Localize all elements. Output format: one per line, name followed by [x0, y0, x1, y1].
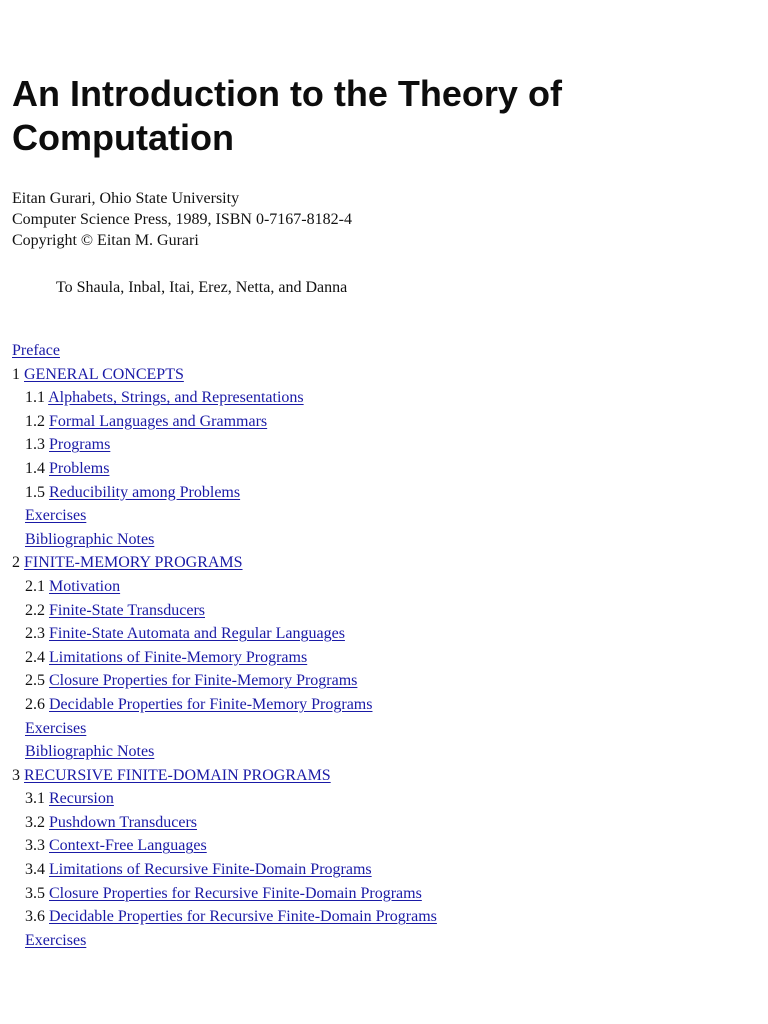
- link-section-1-5[interactable]: Reducibility among Problems: [49, 483, 241, 501]
- link-section-1-4[interactable]: Problems: [49, 459, 110, 477]
- section-number: 2.3: [25, 625, 45, 643]
- toc-row-section-2-4: [12, 646, 752, 670]
- toc-row-section-2-1: [12, 575, 752, 599]
- section-number: 3.4: [25, 861, 45, 879]
- link-section-1-1[interactable]: Alphabets, Strings, and Representations: [48, 389, 304, 407]
- toc-row-section-3-5: [12, 882, 752, 906]
- section-number: 2.1: [25, 577, 45, 595]
- toc-row-section-2-5: [12, 669, 752, 693]
- link-preface[interactable]: Preface: [12, 342, 60, 359]
- toc-row-section-3-3: [12, 834, 752, 858]
- link-section-2-1[interactable]: Motivation: [49, 577, 121, 595]
- section-number: 3.3: [25, 837, 45, 855]
- link-section-2-6[interactable]: Decidable Properties for Finite-Memory Programs: [49, 695, 373, 713]
- section-number: 1.4: [25, 459, 45, 477]
- toc-row-section-3-1: [12, 787, 752, 811]
- toc-row-chapter-3: [12, 764, 752, 788]
- toc-row-notes-1: [12, 528, 752, 552]
- link-section-3-3[interactable]: Context-Free Languages: [49, 837, 207, 855]
- section-number: 1.2: [25, 412, 45, 430]
- toc-row-preface: [12, 339, 752, 363]
- link-bibliographic-notes-1[interactable]: Bibliographic Notes: [25, 530, 155, 548]
- author-line: Eitan Gurari, Ohio State University: [12, 190, 240, 207]
- toc-row-section-3-6: [12, 905, 752, 929]
- section-number: 1.5: [25, 483, 45, 501]
- toc-row-section-3-4: [12, 858, 752, 882]
- toc-row-chapter-1: [12, 363, 752, 387]
- link-section-3-4[interactable]: Limitations of Recursive Finite-Domain Programs: [49, 861, 372, 879]
- link-exercises-2[interactable]: Exercises: [25, 719, 87, 737]
- dedication: To Shaula, Inbal, Itai, Erez, Netta, and Danna: [56, 279, 348, 296]
- section-number: 2.4: [25, 648, 45, 666]
- link-section-2-3[interactable]: Finite-State Automata and Regular Languages: [49, 625, 345, 643]
- link-section-3-1[interactable]: Recursion: [49, 790, 114, 808]
- link-chapter-2[interactable]: FINITE-MEMORY PROGRAMS: [24, 554, 243, 572]
- link-section-3-2[interactable]: Pushdown Transducers: [49, 813, 198, 831]
- page-title: An Introduction to the Theory of Computation: [12, 73, 562, 158]
- toc-row-section-2-6: [12, 693, 752, 717]
- toc-row-section-1-4: [12, 457, 752, 481]
- link-section-2-4[interactable]: Limitations of Finite-Memory Programs: [49, 648, 308, 666]
- link-bibliographic-notes-2[interactable]: Bibliographic Notes: [25, 743, 155, 761]
- toc-row-exercises-2: [12, 717, 752, 741]
- toc-row-chapter-2: [12, 551, 752, 575]
- toc-row-exercises-3: [12, 929, 752, 953]
- toc-row-section-1-5: [12, 481, 752, 505]
- link-chapter-3[interactable]: RECURSIVE FINITE-DOMAIN PROGRAMS: [24, 766, 331, 784]
- section-number: 3.2: [25, 813, 45, 831]
- chapter-number: 1: [12, 365, 20, 383]
- section-number: 3.5: [25, 884, 45, 902]
- publication-info: [12, 188, 752, 251]
- link-exercises-1[interactable]: Exercises: [25, 507, 87, 525]
- section-number: 2.2: [25, 601, 45, 619]
- link-section-2-2[interactable]: Finite-State Transducers: [49, 601, 205, 619]
- toc-row-section-2-3: [12, 622, 752, 646]
- chapter-number: 3: [12, 766, 20, 784]
- toc-row-section-2-2: [12, 599, 752, 623]
- section-number: 3.1: [25, 790, 45, 808]
- toc-row-section-3-2: [12, 811, 752, 835]
- toc-row-notes-2: [12, 740, 752, 764]
- section-number: 3.6: [25, 908, 45, 926]
- publisher-line: Computer Science Press, 1989, ISBN 0-7167-8182-4: [12, 211, 352, 228]
- link-section-1-3[interactable]: Programs: [49, 436, 111, 454]
- section-number: 1.1: [25, 389, 45, 407]
- toc-row-section-1-2: [12, 410, 752, 434]
- chapter-number: 2: [12, 554, 20, 572]
- copyright-line: Copyright © Eitan M. Gurari: [12, 232, 199, 249]
- link-chapter-1[interactable]: GENERAL CONCEPTS: [24, 365, 184, 383]
- section-number: 2.6: [25, 695, 45, 713]
- link-section-3-5[interactable]: Closure Properties for Recursive Finite-Domain Programs: [49, 884, 422, 902]
- document-page: [12, 0, 752, 952]
- toc-row-section-1-3: [12, 433, 752, 457]
- toc-row-exercises-1: [12, 504, 752, 528]
- section-number: 1.3: [25, 436, 45, 454]
- link-section-1-2[interactable]: Formal Languages and Grammars: [49, 412, 268, 430]
- link-section-2-5[interactable]: Closure Properties for Finite-Memory Programs: [49, 672, 358, 690]
- section-number: 2.5: [25, 672, 45, 690]
- link-exercises-3[interactable]: Exercises: [25, 931, 87, 949]
- link-section-3-6[interactable]: Decidable Properties for Recursive Finite-Domain Programs: [49, 908, 437, 926]
- toc-row-section-1-1: [12, 386, 752, 410]
- table-of-contents: [12, 339, 752, 952]
